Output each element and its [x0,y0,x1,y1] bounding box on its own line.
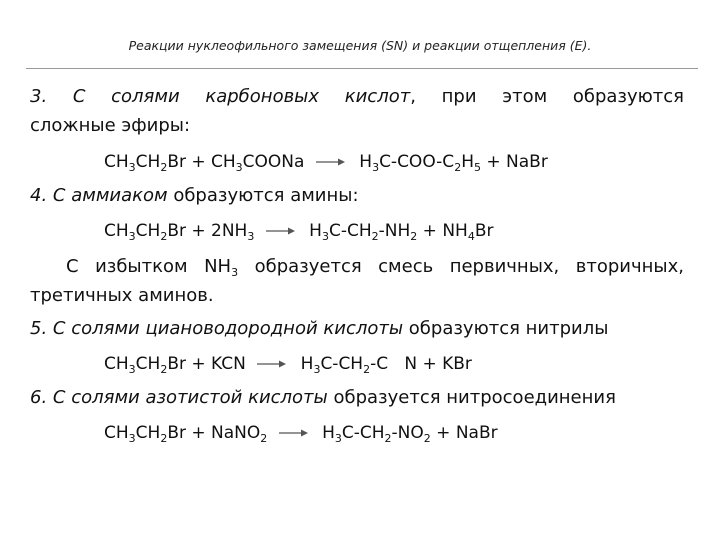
equation-5 [104,353,472,375]
item-5-text: образуются нитрилы [403,318,609,339]
equation-4 [104,220,493,242]
reaction-arrow-icon [257,359,287,369]
item-4-text: образуются амины: [167,185,359,206]
equation-5-products: $H_3C-CH_2-C$ N + KBr [300,354,472,376]
item-6-italic: С солями азотистой кислоты [52,387,328,408]
item-4-italic: С аммиаком [52,185,168,206]
item-6-heading [30,387,616,409]
equation-4-products: $H_3C-CH_2-NH_2 + NH_4Br$ [309,221,494,243]
item-6-number: 6. [30,387,48,408]
equation-3-reactants: $CH_3CH_2Br$ + $CH_3COONa$ [104,152,305,174]
item-6-text: образуется нитросоединения [327,387,616,408]
item-3-heading [30,86,684,108]
equation-5-reactants: $CH_3CH_2Br$ + KCN [104,354,246,376]
equation-3 [104,151,548,173]
item-5-italic: С солями циановодородной кислоты [52,318,404,339]
item-5-number: 5. [30,318,48,339]
equation-3-products: $H_3C-COO-C_2H_5$ + NaBr [359,152,548,174]
item-5-heading [30,318,608,340]
equation-6-reactants: $CH_3CH_2Br$ + NaNO$_2$ [104,423,268,445]
slide-title: Реакции нуклеофильного замещения (SN) и реакции отщепления (E). [128,38,592,53]
item-3-text: , при этом образуются [410,86,685,107]
note-line-1: С избытком $NH_3$ образуется смесь первичных, вторичных, [66,256,684,279]
item-3-italic: С солями карбоновых кислот [72,86,411,107]
reaction-arrow-icon [266,226,296,236]
item-3-number: 3. [30,86,48,107]
reaction-arrow-icon [279,428,309,438]
equation-6-products: $H_3C-CH_2-NO_2$ + NaBr [322,423,498,445]
note-line-2: третичных аминов. [30,285,214,306]
equation-6 [104,422,498,444]
reaction-arrow-icon [316,157,346,167]
item-3-text-cont: сложные эфиры: [30,115,191,136]
item-4-number: 4. [30,185,48,206]
equation-4-reactants: $CH_3CH_2Br + 2NH_3$ [104,221,255,243]
title-divider [26,68,698,69]
item-4-heading [30,185,359,207]
